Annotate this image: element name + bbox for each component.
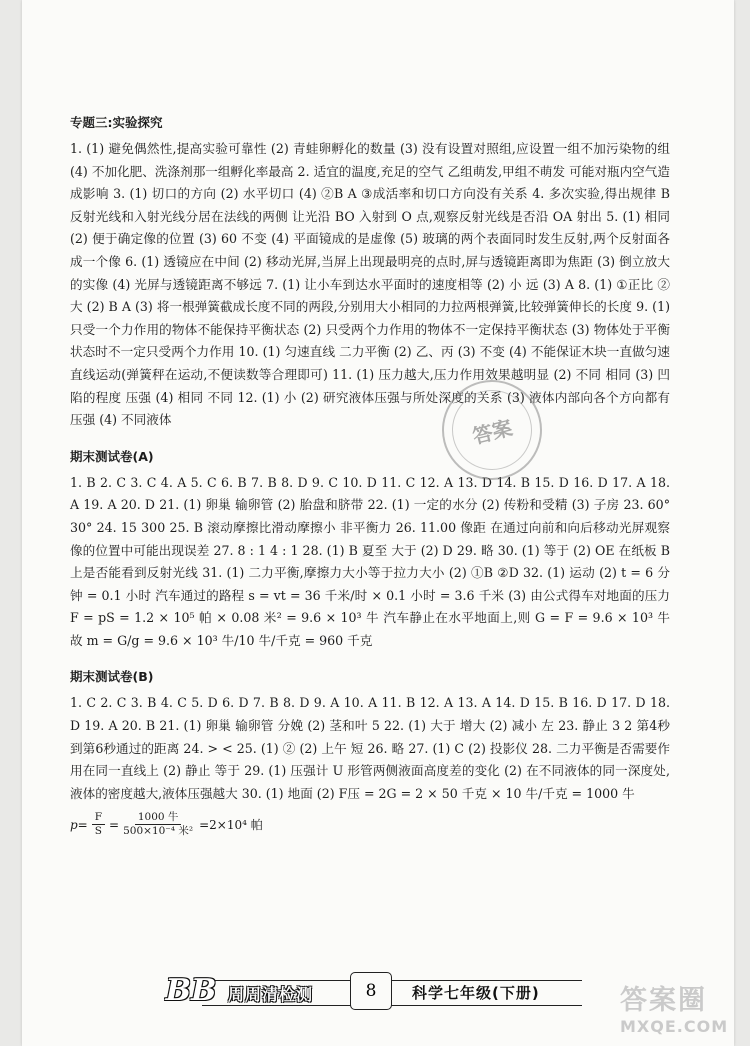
pressure-formula (70, 811, 670, 838)
subject-label: 科学七年级(下册) (412, 984, 540, 1002)
section-title: 期末测试卷(B) (70, 669, 154, 685)
brand-logo-icon: BB (165, 972, 217, 1008)
answer-page (22, 0, 734, 1046)
section-final-test-a (70, 446, 670, 653)
formula-equals: = (109, 817, 120, 832)
brand-name: 周周清检测 (228, 985, 314, 1004)
section-answers: 1. C 2. C 3. B 4. C 5. D 6. D 7. B 8. D 9. A 10. A 11. B 12. A 13. A 14. D 15. B 16. D 17. D 18. D 19. A 20. B 21. (1) 卵巢 输卵管 分娩 (2) 茎和叶 5 22. (1) 大于 增大 (2) 减小 左 23. 静止 3 2 第4秒到第6秒通过的距离 24. > < 25. (1) ② (2) 上午 短 26. 略 27. (1) C (2) 投影仪 28. 二力平衡是否需要作用在同一直线上 (2) 静止 等于 29. (1) 压强计 U 形管两侧液面高度差的变化 (2) 在不同液体的同一深度处,液体的密度越大,液体压强越大 30. (1) 地面 (2) F压 = 2G = 2 × 50 千克 × 10 牛/千克 = 1000 牛 (70, 695, 670, 801)
section-final-test-b (70, 666, 670, 838)
fraction-numerator: 1000 牛 (135, 811, 182, 825)
section-title: 专题三:实验探究 (70, 115, 163, 130)
fraction-f-over-s (92, 811, 105, 838)
section-answers: 1. B 2. C 3. C 4. A 5. C 6. B 7. B 8. D 9. C 10. D 11. C 12. A 13. D 14. B 15. D 16. D 17. A 18. A 19. A 20. D 21. (1) 卵巢 输卵管 (2) 胎盘和脐带 22. (1) 一定的水分 (2) 传粉和受精 (3) 子房 23. 60° 30° 24. 15 300 25. B 滚动摩擦比滑动摩擦小 非平衡力 26. 11.00 像距 在通过向前和向后移动光屏观察像的位置中可能出现误差 27. 8 : 1 4 : 1 28. (1) B 夏至 大于 (2) D 29. 略 30. (1) 等于 (2) OE 在纸板 B 上是否能看到反射光线 31. (1) 二力平衡,摩擦力大小等于拉力大小 (2) ①B ②D 32. (1) 运动 (2) t = 6 分钟 = 0.1 小时 汽车通过的路程 s = vt = 36 千米/时 × 0.1 小时 = 3.6 千米 (3) 由公式得车对地面的压力 F = pS = 1.2 × 10⁵ 帕 × 0.08 米² = 9.6 × 10³ 牛 汽车静止在水平地面上,则 G = F = 9.6 × 10³ 牛 故 m = G/g = 9.6 × 10³ 牛/10 牛/千克 = 960 千克 (70, 474, 670, 648)
section-experiment (70, 112, 670, 432)
watermark-line-1: 答案圈 (620, 985, 707, 1016)
fraction-denominator: S (94, 825, 102, 838)
section-title: 期末测试卷(A) (70, 448, 154, 464)
site-watermark (620, 985, 732, 1043)
fraction-numerator: F (92, 811, 105, 825)
formula-result: =2×10⁴ 帕 (199, 817, 263, 832)
fraction-values (123, 811, 193, 838)
answer-content (70, 112, 670, 838)
section-answers: 1. (1) 避免偶然性,提高实验可靠性 (2) 青蛙卵孵化的数量 (3) 没有设置对照组,应设置一组不加污染物的组 (4) 不加化肥、洗涤剂那一组孵化率最高 2. 适宜的温度,充足的空气 乙组萌发,甲组不萌发 可能对瓶内空气造成影响 3. (1) 切口的方向 (2) 水平切口 (4) ②B A ③成活率和切口方向没有关系 4. 多次实验,得出规律 B 反射光线和入射光线分居在法线的两侧 让光沿 BO 入射到 O 点,观察反射光线是否沿 OA 射出 5. (1) 相同 (2) 便于确定像的位置 (3) 60 不变 (4) 平面镜成的是虚像 (5) 玻璃的两个表面同时发生反射,两个反射面各成一个像 6. (1) 透镜应在中间 (2) 移动光屏,当屏上出现最明亮的点时,屏与透镜距离即为焦距 (3) 倒立放大的实像 (4) 光屏与透镜距离不够远 7. (1) 让小车到达水平面时的速度相等 (2) 小 远 (3) A 8. (1) ①正比 ②大 (2) B A (3) 将一根弹簧截成长度不同的两段,分别用大小相同的力拉两根弹簧,比较弹簧伸长的长度 9. (1) 只受一个力作用的物体不能保持平衡状态 (2) 只受两个力作用的物体不一定保持平衡状态 (3) 物体处于平衡状态时不一定只受两个力作用 10. (1) 匀速直线 二力平衡 (2) 乙、丙 (3) 不变 (4) 不能保证木块一直做匀速直线运动(弹簧秤在运动,不便读数等合理即可) 11. (1) 压力越大,压力作用效果越明显 (2) 不同 相同 (3) 凹陷的程度 压强 (4) 相同 不同 12. (1) 小 (2) 研究液体压强与所处深度的关系 (3) 液体内部向各个方向都有压强 (4) 不同液体 (70, 141, 670, 428)
watermark-line-2: MXQE.COM (620, 1017, 729, 1036)
formula-lhs: p= (70, 817, 88, 832)
stamp-text: 答案 (470, 414, 515, 448)
fraction-denominator: 500×10⁻⁴ 米² (123, 825, 194, 838)
page-footer (162, 970, 582, 1010)
page-number: 8 (350, 972, 392, 1010)
